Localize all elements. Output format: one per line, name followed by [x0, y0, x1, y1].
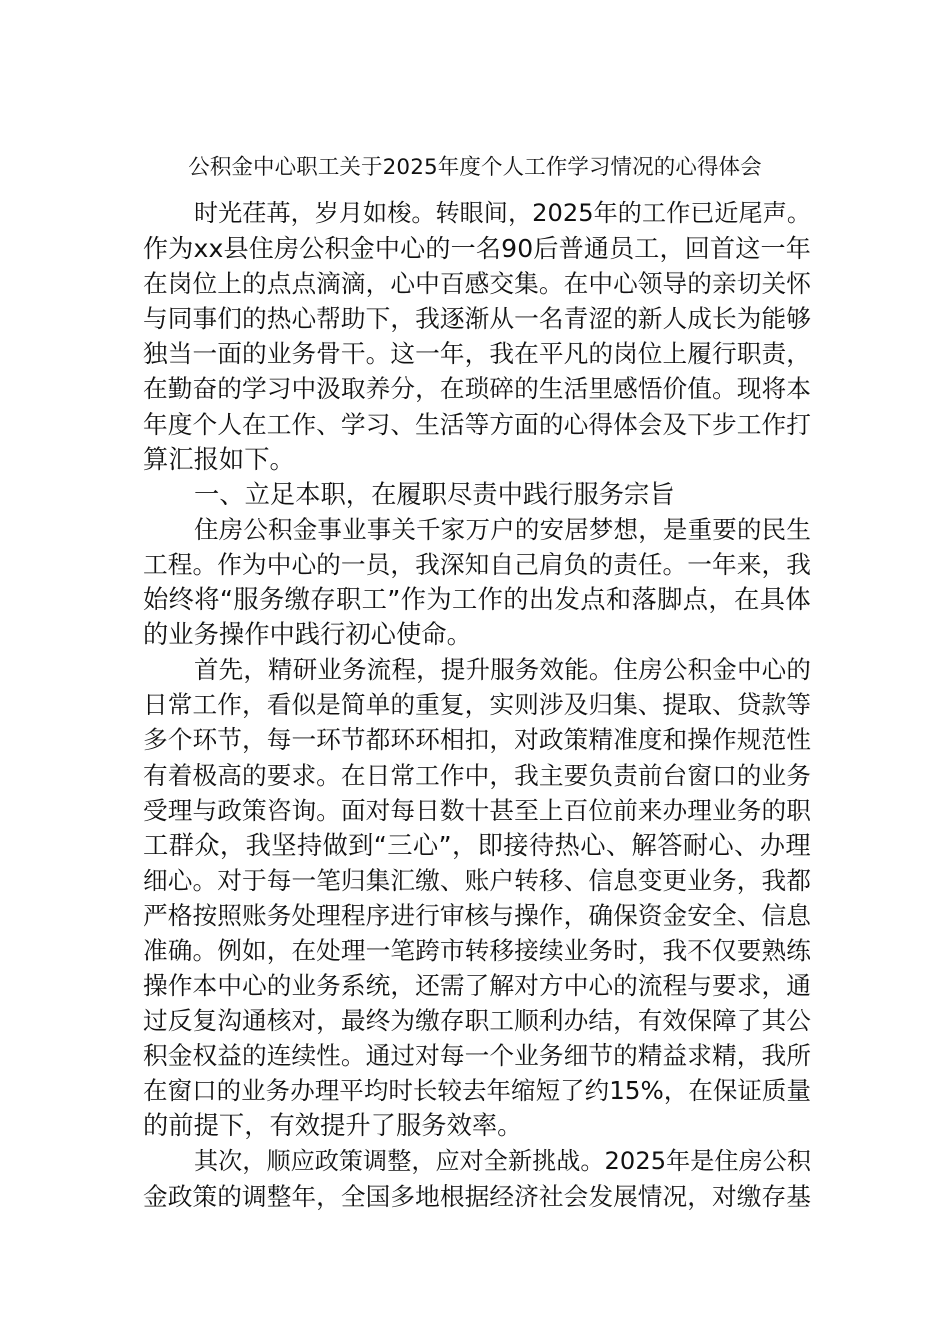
text-line: 严格按照账务处理程序进行审核与操作，确保资金安全、信息 [143, 900, 811, 930]
text-line: 独当一面的业务骨干。这一年，我在平凡的岗位上履行职责， [143, 339, 811, 369]
text-line: 与同事们的热心帮助下，我逐渐从一名青涩的新人成长为能够 [143, 304, 811, 334]
text-line: 在窗口的业务办理平均时长较去年缩短了约15%，在保证质量 [143, 1076, 811, 1106]
document-body [143, 196, 811, 1214]
text-line: 工群众，我坚持做到“三心”，即接待热心、解答耐心、办理 [143, 830, 811, 860]
text-line: 金政策的调整年，全国多地根据经济社会发展情况，对缴存基 [143, 1181, 811, 1211]
text-line: 多个环节，每一环节都环环相扣，对政策精准度和操作规范性 [143, 725, 811, 755]
text-line: 过反复沟通核对，最终为缴存职工顺利办结，有效保障了其公 [143, 1006, 811, 1036]
text-line: 有着极高的要求。在日常工作中，我主要负责前台窗口的业务 [143, 760, 811, 790]
text-line: 操作本中心的业务系统，还需了解对方中心的流程与要求，通 [143, 971, 811, 1001]
paragraph-first-line: 一、立足本职，在履职尽责中践行服务宗旨 [194, 479, 675, 509]
text-line: 算汇报如下。 [143, 444, 295, 474]
text-line: 工程。作为中心的一员，我深知自己肩负的责任。一年来，我 [143, 549, 811, 579]
text-line: 细心。对于每一笔归集汇缴、账户转移、信息变更业务，我都 [143, 865, 811, 895]
paragraph-first-line: 首先，精研业务流程，提升服务效能。住房公积金中心的 [194, 655, 811, 685]
text-line: 作为xx县住房公积金中心的一名90后普通员工，回首这一年 [143, 234, 811, 264]
document-title: 公积金中心职工关于2025年度个人工作学习情况的心得体会 [188, 155, 762, 180]
text-line: 准确。例如，在处理一笔跨市转移接续业务时，我不仅要熟练 [143, 935, 811, 965]
text-line: 年度个人在工作、学习、生活等方面的心得体会及下步工作打 [143, 409, 811, 439]
text-line: 日常工作，看似是简单的重复，实则涉及归集、提取、贷款等 [143, 690, 811, 720]
paragraph-first-line: 住房公积金事业事关千家万户的安居梦想，是重要的民生 [194, 514, 811, 544]
paragraph-first-line: 时光荏苒，岁月如梭。转眼间，2025年的工作已近尾声。 [194, 199, 811, 227]
text-line: 的前提下，有效提升了服务效率。 [143, 1111, 523, 1141]
text-line: 在岗位上的点点滴滴，心中百感交集。在中心领导的亲切关怀 [143, 269, 811, 299]
paragraph-first-line: 其次，顺应政策调整，应对全新挑战。2025年是住房公积 [194, 1146, 811, 1175]
text-line: 积金权益的连续性。通过对每一个业务细节的精益求精，我所 [143, 1041, 811, 1071]
text-line: 始终将“服务缴存职工”作为工作的出发点和落脚点，在具体 [143, 585, 811, 615]
text-line: 在勤奋的学习中汲取养分，在琐碎的生活里感悟价值。现将本 [143, 374, 811, 404]
text-line: 的业务操作中践行初心使命。 [143, 620, 472, 650]
text-line: 受理与政策咨询。面对每日数十甚至上百位前来办理业务的职 [143, 795, 811, 825]
